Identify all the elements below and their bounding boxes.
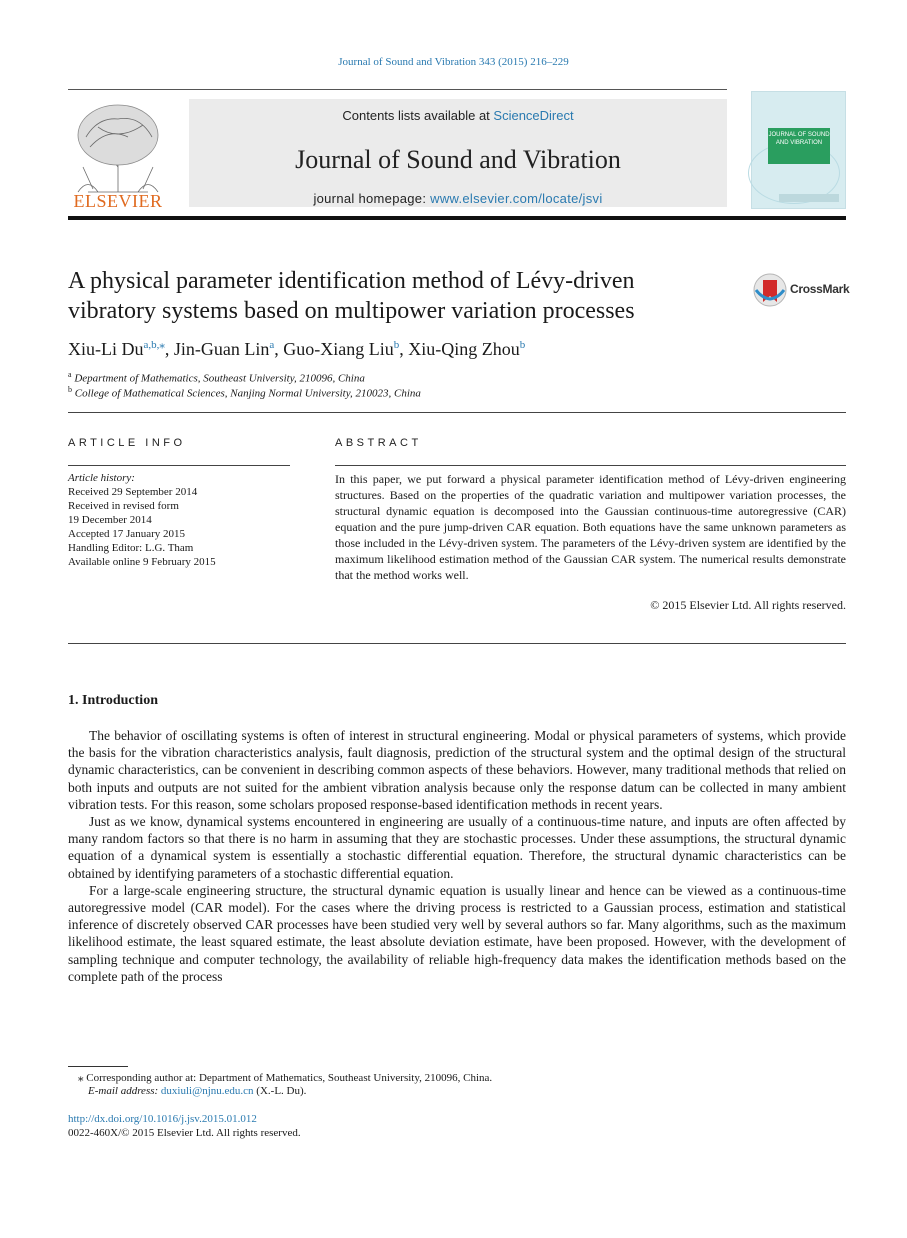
history-line: Received in revised form <box>68 500 179 512</box>
crossmark-badge[interactable] <box>752 272 848 308</box>
masthead-bottom-rule <box>68 216 846 220</box>
abstract-text: In this paper, we put forward a physical parameter identification method of Lévy-driven engineering structures. Based on the properties of the quadratic variation and multipower variation processes, the structural dynamic equation is decomposed into the Gaussian continuous-time autoregressive (CAR) equation and the pure jump-driven CAR equation. Both equations have the same unknown parameters as those included in the Lévy-driven system. The parameters of the Lévy-driven system are identified by the maximum likelihood estimation method of the Gaussian CAR system. The numerical results demonstrate that the method works well. <box>335 472 846 582</box>
journal-cover-thumbnail[interactable] <box>751 91 846 209</box>
crossmark-label: CrossMark <box>790 282 850 296</box>
author-affiliation-marks[interactable]: b <box>393 339 400 351</box>
history-line: Handling Editor: L.G. Tham <box>68 542 194 554</box>
contents-prefix: Contents lists available at <box>342 108 494 123</box>
running-head[interactable]: Journal of Sound and Vibration 343 (2015) 216–229 <box>338 56 569 68</box>
header-divider <box>68 412 846 413</box>
introduction-body <box>68 727 846 985</box>
affiliation-a <box>68 370 365 385</box>
abstract-copyright: © 2015 Elsevier Ltd. All rights reserved. <box>650 598 846 612</box>
author-separator: , <box>164 339 174 359</box>
introduction-heading: 1. Introduction <box>68 693 158 708</box>
affiliation-text: Department of Mathematics, Southeast University, 210096, China <box>74 372 365 385</box>
article-title-line-2: vibratory systems based on multipower variation processes <box>68 298 635 324</box>
article-history <box>68 471 298 569</box>
author-affiliation-marks[interactable]: a,b, <box>143 339 160 351</box>
email-suffix: (X.-L. Du). <box>253 1085 307 1097</box>
issn-line: 0022-460X/© 2015 Elsevier Ltd. All rights reserved. <box>68 1127 301 1139</box>
affiliation-label: b <box>68 385 72 394</box>
contents-line <box>189 108 727 123</box>
article-info-rule <box>68 465 290 466</box>
history-line: Available online 9 February 2015 <box>68 556 216 568</box>
affiliation-text: College of Mathematical Sciences, Nanjing Normal University, 210023, China <box>74 387 421 400</box>
footnote-text: Corresponding author at: Department of Mathematics, Southeast University, 210096, China. <box>86 1072 493 1084</box>
history-line: Accepted 17 January 2015 <box>68 528 185 540</box>
author-affiliation-marks[interactable]: b <box>519 339 526 351</box>
homepage-link[interactable]: www.elsevier.com/locate/jsvi <box>430 191 603 206</box>
history-line: 19 December 2014 <box>68 514 152 526</box>
author-affiliation-marks[interactable]: a <box>269 339 275 351</box>
email-link[interactable]: duxiuli@njnu.edu.cn <box>160 1085 254 1097</box>
elsevier-wordmark[interactable]: ELSEVIER <box>73 191 163 211</box>
footnote-rule <box>68 1066 128 1067</box>
cover-footer <box>779 194 839 202</box>
homepage-line <box>189 191 727 206</box>
paragraph: The behavior of oscillating systems is often of interest in structural engineering. Modal or physical parameters of systems, which provide the basis for the vibration characteristics analysis, fault diagnosis, prediction of the structural system and the optimal design of the structural dynamic characteristics, can be convenient in describing common aspects of these behaviors. However, many traditional methods that relied on both inputs and outputs are not suited for the ambient vibration analysis because only the response datum can be collected in many ambient vibration tests. For this reason, some scholars proposed response-based identification methods in recent years. <box>68 728 846 812</box>
history-line: Received 29 September 2014 <box>68 486 198 498</box>
author-list <box>68 338 525 360</box>
cover-title: JOURNAL OF SOUND AND VIBRATION <box>768 128 830 164</box>
article-title <box>68 266 738 326</box>
email-label: E-mail address: <box>88 1085 161 1097</box>
abstract-divider <box>68 643 846 644</box>
corresponding-author-mark[interactable]: ⁎ <box>159 339 165 351</box>
paragraph: Just as we know, dynamical systems encountered in engineering are usually of a continuous-time nature, and inputs are often affected by many random factors so that there is no harm in assuming that they are stochastic processes. Under these assumptions, the structural dynamic equation of a dynamical system is essentially a stochastic differential equation. Therefore, the structural dynamic characteristics can be obtained by identifying parameters of a stochastic differential equation. <box>68 814 846 881</box>
crossmark-icon <box>752 272 788 308</box>
article-info-heading: ARTICLE INFO <box>68 437 186 449</box>
history-title: Article history: <box>68 472 135 484</box>
doi-link[interactable]: http://dx.doi.org/10.1016/j.jsv.2015.01.012 <box>68 1113 257 1125</box>
email-footnote <box>88 1085 306 1097</box>
abstract-heading: ABSTRACT <box>335 437 422 449</box>
footnote-mark: ⁎ <box>78 1072 84 1084</box>
paragraph: For a large-scale engineering structure, the structural dynamic equation is usually linear and hence can be viewed as a continuous-time autoregressive model (CAR model). For the cases where the driving process is restricted to a Gaussian process, estimation and statistical inference of discretely observed CAR processes have been studied very well by several authors so far. Many algorithms, such as the maximum likelihood estimate, the least squared estimate, the least absolute deviation estimate, have been proposed. However, with the development of sampling technique and computer technology, the availability of reliable high-frequency data makes the identification methods based on the complete path of the process <box>68 882 846 984</box>
corresponding-footnote <box>78 1071 492 1084</box>
affiliation-b <box>68 385 421 400</box>
abstract-rule <box>335 465 846 466</box>
masthead <box>68 89 846 219</box>
contents-box <box>189 99 727 207</box>
masthead-top-rule <box>68 89 727 90</box>
homepage-prefix: journal homepage: <box>313 191 431 206</box>
author-separator: , <box>399 339 409 359</box>
author-name[interactable]: Xiu-Li Du <box>68 339 144 359</box>
author-separator: , <box>274 339 284 359</box>
author-name[interactable]: Guo-Xiang Liu <box>283 339 394 359</box>
journal-title: Journal of Sound and Vibration <box>295 145 621 174</box>
author-name[interactable]: Jin-Guan Lin <box>173 339 270 359</box>
affiliation-label: a <box>68 370 72 379</box>
author-name[interactable]: Xiu-Qing Zhou <box>408 339 520 359</box>
article-title-line-1: A physical parameter identification method of Lévy-driven <box>68 268 635 294</box>
sciencedirect-link[interactable]: ScienceDirect <box>493 108 574 123</box>
